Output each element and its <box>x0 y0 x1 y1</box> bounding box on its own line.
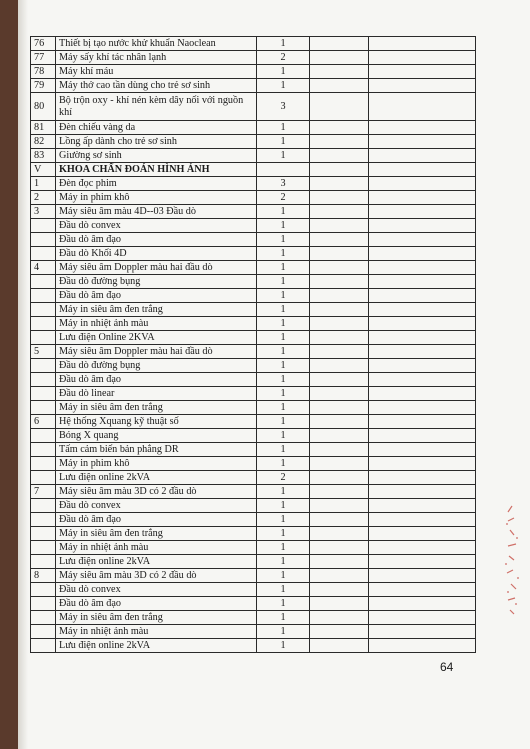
row-number-cell <box>31 401 56 415</box>
table-row <box>31 639 476 653</box>
blank-cell <box>310 247 369 261</box>
blank-cell <box>369 303 476 317</box>
quantity-cell: 1 <box>257 569 310 583</box>
blank-cell <box>310 275 369 289</box>
blank-cell <box>369 261 476 275</box>
quantity-cell <box>257 163 310 177</box>
blank-cell <box>310 233 369 247</box>
blank-cell <box>369 135 476 149</box>
row-number-cell: 3 <box>31 205 56 219</box>
equipment-table <box>30 36 476 653</box>
quantity-cell: 1 <box>257 499 310 513</box>
blank-cell <box>310 639 369 653</box>
blank-cell <box>310 485 369 499</box>
row-number-cell <box>31 331 56 345</box>
blank-cell <box>369 191 476 205</box>
blank-cell <box>310 429 369 443</box>
blank-cell <box>369 415 476 429</box>
row-number-cell <box>31 457 56 471</box>
table-row <box>31 65 476 79</box>
blank-cell <box>369 625 476 639</box>
quantity-cell: 1 <box>257 219 310 233</box>
table-row <box>31 625 476 639</box>
blank-cell <box>369 457 476 471</box>
table-row <box>31 485 476 499</box>
table-row <box>31 79 476 93</box>
item-name-cell: Máy in siêu âm đen trắng <box>56 303 257 317</box>
quantity-cell: 1 <box>257 485 310 499</box>
item-name-cell: Máy in siêu âm đen trắng <box>56 527 257 541</box>
table-row <box>31 359 476 373</box>
quantity-cell: 1 <box>257 275 310 289</box>
table-row <box>31 611 476 625</box>
blank-cell <box>369 513 476 527</box>
table-row <box>31 583 476 597</box>
row-number-cell <box>31 289 56 303</box>
blank-cell <box>310 583 369 597</box>
blank-cell <box>310 177 369 191</box>
blank-cell <box>369 429 476 443</box>
item-name-cell: Lồng ấp dành cho trẻ sơ sinh <box>56 135 257 149</box>
row-number-cell <box>31 639 56 653</box>
quantity-cell: 3 <box>257 93 310 121</box>
blank-cell <box>369 541 476 555</box>
item-name-cell: Đầu dò linear <box>56 387 257 401</box>
quantity-cell: 1 <box>257 387 310 401</box>
table-row <box>31 513 476 527</box>
blank-cell <box>369 219 476 233</box>
blank-cell <box>369 345 476 359</box>
quantity-cell: 1 <box>257 121 310 135</box>
blank-cell <box>310 93 369 121</box>
blank-cell <box>310 611 369 625</box>
table-row <box>31 317 476 331</box>
blank-cell <box>310 555 369 569</box>
quantity-cell: 1 <box>257 373 310 387</box>
item-name-cell: Tấm cảm biến bản phẳng DR <box>56 443 257 457</box>
blank-cell <box>369 317 476 331</box>
table-row <box>31 303 476 317</box>
quantity-cell: 1 <box>257 331 310 345</box>
item-name-cell: Máy siêu âm màu 3D có 2 đầu dò <box>56 569 257 583</box>
item-name-cell: Máy thở cao tần dùng cho trẻ sơ sinh <box>56 79 257 93</box>
blank-cell <box>310 135 369 149</box>
blank-cell <box>310 499 369 513</box>
table-row <box>31 191 476 205</box>
row-number-cell: 2 <box>31 191 56 205</box>
item-name-cell: Máy in nhiệt ảnh màu <box>56 625 257 639</box>
blank-cell <box>310 415 369 429</box>
quantity-cell: 2 <box>257 51 310 65</box>
quantity-cell: 1 <box>257 541 310 555</box>
blank-cell <box>310 597 369 611</box>
table-row <box>31 331 476 345</box>
blank-cell <box>369 639 476 653</box>
row-number-cell <box>31 471 56 485</box>
row-number-cell: 4 <box>31 261 56 275</box>
blank-cell <box>369 471 476 485</box>
table-row <box>31 457 476 471</box>
blank-cell <box>369 247 476 261</box>
row-number-cell <box>31 527 56 541</box>
blank-cell <box>310 541 369 555</box>
blank-cell <box>369 331 476 345</box>
blank-cell <box>310 527 369 541</box>
quantity-cell: 1 <box>257 317 310 331</box>
blank-cell <box>369 37 476 51</box>
item-name-cell: Đầu dò âm đạo <box>56 597 257 611</box>
quantity-cell: 1 <box>257 261 310 275</box>
quantity-cell: 1 <box>257 513 310 527</box>
blank-cell <box>369 485 476 499</box>
item-name-cell: Máy siêu âm Doppler màu hai đầu dò <box>56 345 257 359</box>
table-row <box>31 471 476 485</box>
row-number-cell <box>31 597 56 611</box>
item-name-cell: Lưu điện online 2kVA <box>56 639 257 653</box>
row-number-cell: 78 <box>31 65 56 79</box>
table-row <box>31 345 476 359</box>
item-name-cell: Đầu dò âm đạo <box>56 289 257 303</box>
blank-cell <box>310 51 369 65</box>
row-number-cell <box>31 373 56 387</box>
blank-cell <box>369 177 476 191</box>
row-number-cell <box>31 499 56 513</box>
row-number-cell <box>31 625 56 639</box>
row-number-cell <box>31 429 56 443</box>
quantity-cell: 1 <box>257 611 310 625</box>
table-row <box>31 373 476 387</box>
table-row <box>31 499 476 513</box>
item-name-cell: Máy in nhiệt ảnh màu <box>56 317 257 331</box>
item-name-cell: Bộ trộn oxy - khí nén kèm dây nối với nguồn khí <box>56 93 257 121</box>
table-row <box>31 121 476 135</box>
table-row <box>31 51 476 65</box>
quantity-cell: 1 <box>257 401 310 415</box>
row-number-cell: 6 <box>31 415 56 429</box>
blank-cell <box>369 93 476 121</box>
blank-cell <box>310 65 369 79</box>
blank-cell <box>369 205 476 219</box>
row-number-cell: 5 <box>31 345 56 359</box>
item-name-cell: Máy sấy khí tác nhân lạnh <box>56 51 257 65</box>
item-name-cell: Lưu điện online 2kVA <box>56 471 257 485</box>
blank-cell <box>310 345 369 359</box>
row-number-cell <box>31 555 56 569</box>
blank-cell <box>369 163 476 177</box>
row-number-cell <box>31 443 56 457</box>
row-number-cell <box>31 303 56 317</box>
quantity-cell: 1 <box>257 149 310 163</box>
blank-cell <box>310 331 369 345</box>
item-name-cell: Máy in phim khô <box>56 457 257 471</box>
table-row <box>31 415 476 429</box>
item-name-cell: Đèn chiếu vàng da <box>56 121 257 135</box>
item-name-cell: Máy in nhiệt ảnh màu <box>56 541 257 555</box>
table-row <box>31 443 476 457</box>
quantity-cell: 1 <box>257 625 310 639</box>
row-number-cell <box>31 513 56 527</box>
blank-cell <box>310 387 369 401</box>
blank-cell <box>310 163 369 177</box>
blank-cell <box>369 65 476 79</box>
blank-cell <box>369 443 476 457</box>
blank-cell <box>310 303 369 317</box>
item-name-cell: Thiết bị tạo nước khử khuẩn Naoclean <box>56 37 257 51</box>
row-number-cell <box>31 583 56 597</box>
quantity-cell: 1 <box>257 639 310 653</box>
quantity-cell: 1 <box>257 37 310 51</box>
page-number: 64 <box>440 660 454 674</box>
blank-cell <box>369 527 476 541</box>
blank-cell <box>310 289 369 303</box>
table-row <box>31 93 476 121</box>
table-row <box>31 541 476 555</box>
blank-cell <box>310 79 369 93</box>
blank-cell <box>310 373 369 387</box>
blank-cell <box>310 569 369 583</box>
item-name-cell: Lưu điện online 2kVA <box>56 555 257 569</box>
blank-cell <box>310 121 369 135</box>
table-row <box>31 177 476 191</box>
quantity-cell: 1 <box>257 359 310 373</box>
item-name-cell: Lưu điện Online 2KVA <box>56 331 257 345</box>
item-name-cell: Máy khí máu <box>56 65 257 79</box>
blank-cell <box>310 317 369 331</box>
blank-cell <box>369 233 476 247</box>
row-number-cell: 82 <box>31 135 56 149</box>
equipment-table-body <box>31 37 476 653</box>
quantity-cell: 1 <box>257 555 310 569</box>
row-number-cell: 79 <box>31 79 56 93</box>
table-row <box>31 597 476 611</box>
row-number-cell <box>31 275 56 289</box>
blank-cell <box>310 401 369 415</box>
item-name-cell: Máy in siêu âm đen trắng <box>56 611 257 625</box>
blank-cell <box>310 149 369 163</box>
blank-cell <box>369 387 476 401</box>
quantity-cell: 1 <box>257 135 310 149</box>
row-number-cell: 7 <box>31 485 56 499</box>
section-row <box>31 163 476 177</box>
quantity-cell: 1 <box>257 597 310 611</box>
quantity-cell: 1 <box>257 429 310 443</box>
quantity-cell: 1 <box>257 583 310 597</box>
row-number-cell: 76 <box>31 37 56 51</box>
blank-cell <box>310 457 369 471</box>
blank-cell <box>369 597 476 611</box>
item-name-cell: Đầu dò convex <box>56 583 257 597</box>
blank-cell <box>310 513 369 527</box>
blank-cell <box>369 555 476 569</box>
document-page <box>18 0 530 749</box>
table-row <box>31 289 476 303</box>
row-number-cell <box>31 219 56 233</box>
blank-cell <box>369 611 476 625</box>
blank-cell <box>310 471 369 485</box>
blank-cell <box>310 205 369 219</box>
blank-cell <box>310 625 369 639</box>
row-number-cell: 83 <box>31 149 56 163</box>
row-number-cell <box>31 233 56 247</box>
quantity-cell: 1 <box>257 289 310 303</box>
blank-cell <box>310 219 369 233</box>
item-name-cell: Đầu dò đường bụng <box>56 275 257 289</box>
quantity-cell: 2 <box>257 471 310 485</box>
blank-cell <box>369 51 476 65</box>
row-number-cell <box>31 541 56 555</box>
quantity-cell: 1 <box>257 527 310 541</box>
item-name-cell: Máy in phim khô <box>56 191 257 205</box>
table-row <box>31 387 476 401</box>
blank-cell <box>369 149 476 163</box>
table-row <box>31 429 476 443</box>
row-number-cell: 80 <box>31 93 56 121</box>
blank-cell <box>310 261 369 275</box>
row-number-cell: 8 <box>31 569 56 583</box>
item-name-cell: Máy in siêu âm đen trắng <box>56 401 257 415</box>
row-number-cell: V <box>31 163 56 177</box>
quantity-cell: 1 <box>257 443 310 457</box>
item-name-cell: Đầu dò âm đạo <box>56 233 257 247</box>
blank-cell <box>310 443 369 457</box>
item-name-cell: Đèn đọc phim <box>56 177 257 191</box>
table-row <box>31 527 476 541</box>
quantity-cell: 1 <box>257 415 310 429</box>
blank-cell <box>369 499 476 513</box>
item-name-cell: Đầu dò convex <box>56 219 257 233</box>
table-row <box>31 569 476 583</box>
row-number-cell <box>31 247 56 261</box>
item-name-cell: Máy siêu âm màu 4D--03 Đầu dò <box>56 205 257 219</box>
blank-cell <box>369 373 476 387</box>
blank-cell <box>369 121 476 135</box>
row-number-cell <box>31 359 56 373</box>
blank-cell <box>369 289 476 303</box>
table-row <box>31 247 476 261</box>
row-number-cell <box>31 387 56 401</box>
blank-cell <box>369 401 476 415</box>
table-row <box>31 37 476 51</box>
blank-cell <box>369 79 476 93</box>
item-name-cell: Đầu dò convex <box>56 499 257 513</box>
blank-cell <box>369 275 476 289</box>
item-name-cell: Giường sơ sinh <box>56 149 257 163</box>
row-number-cell: 77 <box>31 51 56 65</box>
quantity-cell: 1 <box>257 247 310 261</box>
quantity-cell: 1 <box>257 233 310 247</box>
quantity-cell: 1 <box>257 65 310 79</box>
table-row <box>31 149 476 163</box>
item-name-cell: Đầu dò Khối 4D <box>56 247 257 261</box>
table-row <box>31 275 476 289</box>
row-number-cell: 1 <box>31 177 56 191</box>
item-name-cell: Đầu dò đường bụng <box>56 359 257 373</box>
quantity-cell: 1 <box>257 457 310 471</box>
table-row <box>31 261 476 275</box>
blank-cell <box>369 583 476 597</box>
quantity-cell: 1 <box>257 303 310 317</box>
table-row <box>31 401 476 415</box>
item-name-cell: Máy siêu âm màu 3D có 2 đầu dò <box>56 485 257 499</box>
blank-cell <box>310 37 369 51</box>
blank-cell <box>369 359 476 373</box>
quantity-cell: 3 <box>257 177 310 191</box>
item-name-cell: Máy siêu âm Doppler màu hai đầu dò <box>56 261 257 275</box>
table-row <box>31 233 476 247</box>
table-row <box>31 205 476 219</box>
blank-cell <box>310 191 369 205</box>
row-number-cell <box>31 611 56 625</box>
item-name-cell: Đầu dò âm đạo <box>56 513 257 527</box>
table-row <box>31 135 476 149</box>
item-name-cell: Đầu dò âm đạo <box>56 373 257 387</box>
quantity-cell: 1 <box>257 345 310 359</box>
red-stamp-marks <box>498 500 524 620</box>
item-name-cell: KHOA CHẨN ĐOÁN HÌNH ẢNH <box>56 163 257 177</box>
blank-cell <box>369 569 476 583</box>
blank-cell <box>310 359 369 373</box>
quantity-cell: 1 <box>257 79 310 93</box>
row-number-cell <box>31 317 56 331</box>
quantity-cell: 2 <box>257 191 310 205</box>
item-name-cell: Hệ thống Xquang kỹ thuật số <box>56 415 257 429</box>
table-row <box>31 219 476 233</box>
row-number-cell: 81 <box>31 121 56 135</box>
quantity-cell: 1 <box>257 205 310 219</box>
table-row <box>31 555 476 569</box>
item-name-cell: Bóng X quang <box>56 429 257 443</box>
